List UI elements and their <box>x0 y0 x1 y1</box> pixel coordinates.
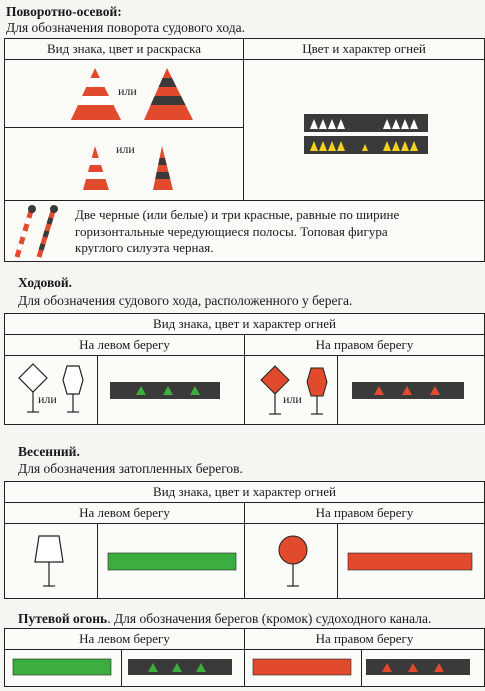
section3-right-light <box>338 524 484 598</box>
section4-subtitle: . Для обозначения берегов (кромок) судоходного канала. <box>107 611 432 626</box>
white-trapezoid-sign <box>35 536 63 562</box>
section4-table <box>4 628 485 687</box>
striped-pole-1 <box>17 205 36 257</box>
section1-title: Поворотно-осевой: <box>6 4 122 19</box>
section1-description: Две черные (или белые) и три красные, равные по ширине горизонтальные чередующиеся полосы. Топовая фигура круглого силуэта черная. <box>75 207 400 255</box>
green-constant-light-bar <box>108 553 236 570</box>
section1-narrow-cones-cell <box>5 128 244 201</box>
section2-subtitle: Для обозначения судового хода, расположенного у берега. <box>18 293 353 308</box>
red-diamond-sign <box>261 366 289 394</box>
section2-right-lights-cell <box>338 356 485 425</box>
section3-right-sign <box>245 524 337 598</box>
round-topmark-2 <box>50 205 58 213</box>
section3-left-bank-header: На левом берегу <box>5 503 245 524</box>
section1-subtitle: Для обозначения поворота судового хода. <box>6 20 246 35</box>
section1-lights-cell <box>244 60 485 201</box>
white-diamond-sign <box>19 364 47 392</box>
red-white-narrow-cone <box>75 138 115 198</box>
section1-or-label-2: или <box>116 142 135 156</box>
red-flash-light-bar <box>366 659 470 675</box>
section2-header: Вид знака, цвет и характер огней <box>5 314 485 335</box>
section4-right-bank-header: На правом берегу <box>245 629 485 650</box>
section3-right-sign-cell <box>245 524 338 599</box>
section2-or-label-right: или <box>283 392 302 406</box>
green-flash-light-bar <box>128 659 232 675</box>
section4-left-constant-cell <box>5 650 122 687</box>
section2-or-label-left: или <box>38 392 57 406</box>
section4-right-flash-cell <box>362 650 485 687</box>
red-hexagon-sign <box>307 368 327 396</box>
section2-left-signs-cell <box>5 356 98 425</box>
section2-right-lights <box>338 356 484 424</box>
section3-table <box>4 481 485 599</box>
section1-lights <box>244 60 484 200</box>
section2-right-signs <box>245 356 337 424</box>
section2-left-signs <box>5 356 97 424</box>
section3-right-light-cell <box>338 524 485 599</box>
red-constant-light-bar <box>348 553 472 570</box>
section4-left-flash <box>122 650 244 686</box>
section3-right-bank-header: На правом берегу <box>245 503 485 524</box>
red-steady-light-bar <box>253 659 351 675</box>
section4-title: Путевой огонь. Для обозначения берегов (кромок) судоходного канала. <box>18 611 432 626</box>
section4-left-bank-header: На левом берегу <box>5 629 245 650</box>
section1-col-right-header: Цвет и характер огней <box>244 39 485 60</box>
section2-right-signs-cell <box>245 356 338 425</box>
section4-left-flash-cell <box>122 650 245 687</box>
section1-table <box>4 38 485 262</box>
section3-left-sign <box>5 524 97 598</box>
section1-wide-cones-cell <box>5 60 244 128</box>
red-black-wide-cone <box>135 60 195 127</box>
section2-right-bank-header: На правом берегу <box>245 335 485 356</box>
section3-header: Вид знака, цвет и характер огней <box>5 482 485 503</box>
section2-left-lights <box>98 356 244 424</box>
section2-left-bank-header: На левом берегу <box>5 335 245 356</box>
section4-right-constant-cell <box>245 650 362 687</box>
round-topmark-1 <box>28 205 36 213</box>
section4-right-constant <box>245 650 361 686</box>
section2-left-lights-cell <box>98 356 245 425</box>
section3-title: Весенний. <box>18 444 80 459</box>
section3-left-sign-cell <box>5 524 98 599</box>
striped-pole-2 <box>39 205 58 257</box>
pole-signs <box>7 201 67 261</box>
green-steady-light-bar <box>13 659 111 675</box>
red-circle-sign <box>279 536 307 564</box>
narrow-cone-signs <box>5 128 243 200</box>
section1-description-row <box>5 201 485 262</box>
section2-table <box>4 313 485 425</box>
white-hexagon-sign <box>63 366 83 394</box>
section3-subtitle: Для обозначения затопленных берегов. <box>18 461 243 476</box>
section3-left-light-cell <box>98 524 245 599</box>
section1-or-label-1: или <box>118 84 137 98</box>
red-black-narrow-cone <box>145 138 185 198</box>
red-white-wide-cone <box>65 60 125 127</box>
section1-col-left-header: Вид знака, цвет и раскраска <box>5 39 244 60</box>
section4-right-flash <box>362 650 484 686</box>
section4-left-constant <box>5 650 121 686</box>
section3-left-light <box>98 524 244 598</box>
green-lights-bar <box>110 382 220 399</box>
section2-title: Ходовой. <box>18 275 73 290</box>
